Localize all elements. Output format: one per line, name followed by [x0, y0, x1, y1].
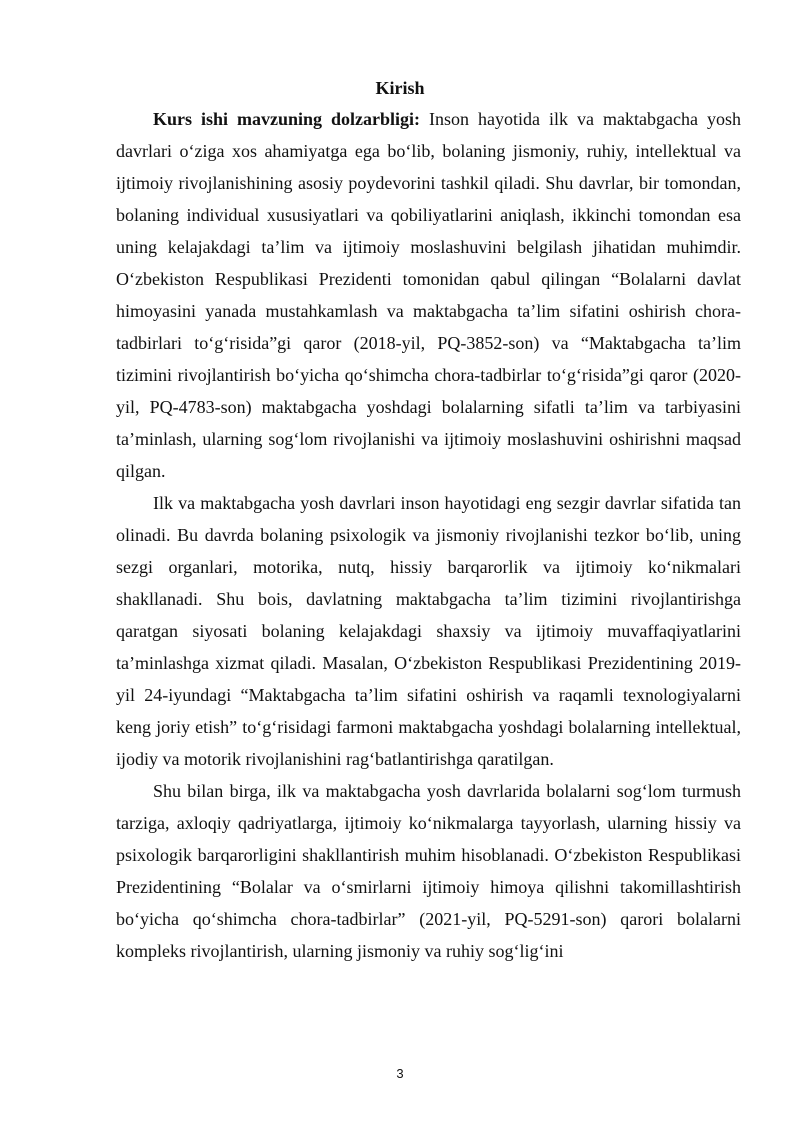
paragraph-early-years: Ilk va maktabgacha yosh davrlari inson hayotidagi eng sezgir davrlar sifatida tan olinadi. Bu davrda bolaning psixologik va jismoniy rivojlanishi tezkor bo‘lib, uning sezgi organlari, motorika, nutq, hissiy barqarorlik va ijtimoiy ko‘nikmalari shakllanadi. Shu bois, davlatning maktabgacha ta’lim tizimini rivojlantirishga qaratgan siyosati bolaning kelajakdagi shaxsiy va ijtimoiy muvaffaqiyatlarini ta’minlashga xizmat qiladi. Masalan, O‘zbekiston Respublikasi Prezidentining 2019-yil 24-iyundagi “Maktabgacha ta’lim sifatini oshirish va raqamli texnologiyalarni keng joriy etish” to‘g‘risidagi farmoni maktabgacha yoshdagi bolalarning intellektual, ijodiy va motorik rivojlanishini rag‘batlantirishga qaratilgan.: [116, 493, 741, 769]
paragraph-relevance: [116, 103, 741, 487]
page-number: 3: [396, 1066, 404, 1081]
paragraph-text: Inson hayotida ilk va maktabgacha yosh davrlari o‘ziga xos ahamiyatga ega bo‘lib, bolaning jismoniy, ruhiy, intellektual va ijtimoiy rivojlanishining asosiy poydevorini tashkil qiladi. Shu davrlar, bir tomondan, bolaning individual xususiyatlari va qobiliyatlarini aniqlash, ikkinchi tomondan esa uning kelajakdagi ta’lim va ijtimoiy moslashuvini belgilash jihatidan muhimdir. O‘zbekiston Respublikasi Prezidenti tomonidan qabul qilingan “Bolalarni davlat himoyasini yanada mustahkamlash va maktabgacha ta’lim sifatini oshirish chora-tadbirlari to‘g‘risida”gi qaror (2018-yil, PQ-3852-son) va “Maktabgacha ta’lim tizimini rivojlantirish bo‘yicha qo‘shimcha chora-tadbirlar to‘g‘risida”gi qaror (2020-yil, PQ-4783-son) maktabgacha yoshdagi bolalarning sifatli ta’lim va tarbiyasini ta’minlash, ularning sog‘lom rivojlanishi va ijtimoiy moslashuvini oshirishni maqsad qilgan.: [116, 109, 741, 481]
section-heading: Kirish: [375, 78, 425, 98]
paragraph-healthy-lifestyle: Shu bilan birga, ilk va maktabgacha yosh davrlarida bolalarni sog‘lom turmush tarziga, axloqiy qadriyatlarga, ijtimoiy ko‘nikmalarga tayyorlash, ularning hissiy va psixologik barqarorligini shakllantirish muhim hisoblanadi. O‘zbekiston Respublikasi Prezidentining “Bolalar va o‘smirlarni ijtimoiy himoya qilishni takomillashtirish bo‘yicha qo‘shimcha chora-tadbirlar” (2021-yil, PQ-5291-son) qarori bolalarni kompleks rivojlantirish, ularning jismoniy va ruhiy sog‘lig‘ini: [116, 781, 741, 961]
body-text: [116, 103, 741, 967]
paragraph-lead: Kurs ishi mavzuning dolzarbligi:: [153, 109, 421, 129]
